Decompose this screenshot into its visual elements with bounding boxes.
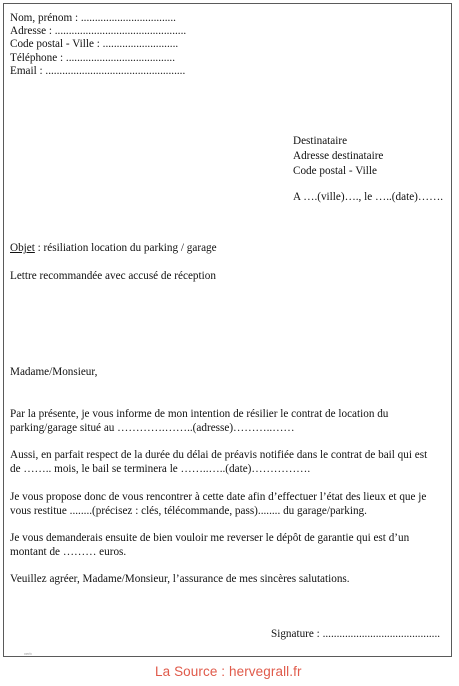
letter-page	[3, 3, 452, 657]
salutation: Madame/Monsieur,	[10, 366, 98, 378]
paragraph-line: montant de ……… euros.	[10, 545, 127, 558]
paragraph-line: Veuillez agréer, Madame/Monsieur, l’assurance de mes sincères salutations.	[10, 573, 350, 585]
paragraph-line: Par la présente, je vous informe de mon intention de résilier le contrat de location du	[10, 408, 389, 420]
source-credit: La Source : hervegrall.fr	[155, 664, 302, 679]
paragraph-line: de …….. mois, le bail se terminera le ……..…..(date)…………….	[10, 462, 311, 475]
subject-label: Objet	[10, 242, 35, 254]
paragraph-closing	[10, 573, 350, 587]
sender-email-line: Email : ..................................................	[10, 64, 186, 77]
paragraph-intent	[10, 408, 388, 435]
sender-phone-line: Téléphone : .......................................	[10, 51, 175, 64]
shipping-note: Lettre recommandée avec accusé de réception	[10, 270, 216, 282]
signature-line: Signature : ..........................................	[271, 628, 441, 640]
paragraph-deposit	[10, 532, 409, 559]
paragraph-line: vous restitue ........(précisez : clés, télécommande, pass)........ du garage/parking.	[10, 504, 367, 517]
paragraph-notice	[10, 449, 427, 476]
place-date-line: A ….(ville)…., le …..(date)…….	[293, 191, 444, 203]
recipient-city-line: Code postal - Ville	[293, 165, 377, 177]
recipient-name-line: Destinataire	[293, 135, 348, 147]
subject-text: : résiliation location du parking / garage	[34, 242, 217, 254]
subject-line	[10, 242, 217, 255]
paragraph-line: Je vous demanderais ensuite de bien vouloir me reverser le dépôt de garantie qui est d’un	[10, 532, 410, 544]
paragraph-line: parking/garage situé au ………….……..(adresse)………..……	[10, 421, 295, 434]
sender-address-line: Adresse : ...............................................	[10, 25, 187, 38]
sender-name-line: Nom, prénom : ..................................	[10, 12, 176, 24]
paragraph-inspection	[10, 491, 426, 518]
sender-city-line: Code postal - Ville : ...........................	[10, 38, 179, 51]
recipient-block	[293, 135, 383, 180]
recipient-address-line: Adresse destinataire	[293, 150, 384, 162]
footer-mark: verb	[24, 651, 32, 656]
sender-block	[10, 12, 186, 78]
paragraph-line: Je vous propose donc de vous rencontrer à cette date afin d’effectuer l’état des lieux et que je	[10, 491, 427, 503]
paragraph-line: Aussi, en parfait respect de la durée du délai de préavis notifiée dans le contrat de bail qui est	[10, 449, 428, 461]
